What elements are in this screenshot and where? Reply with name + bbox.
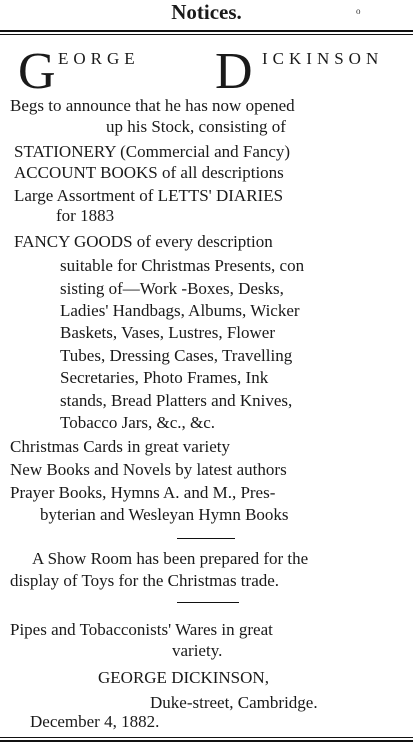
ad-line: variety. [172,641,223,660]
top-rule-thin [0,34,413,35]
top-rule-thick [0,30,413,32]
ad-line: Begs to announce that he has now opened [10,96,295,115]
separator-rule-2 [177,602,239,603]
ad-line: FANCY GOODS of every description [14,232,273,251]
ad-line: Ladies' Handbags, Albums, Wicker [60,301,300,320]
ad-line: stands, Bread Platters and Knives, [60,391,293,410]
section-title: Notices. [171,0,242,24]
ad-line: Baskets, Vases, Lustres, Flower [60,323,275,342]
bottom-rule-thin [0,737,413,738]
ad-line: Prayer Books, Hymns A. and M., Pres- [10,483,276,502]
ad-line: Tubes, Dressing Cases, Travelling [60,346,293,365]
signature-address: Duke-street, Cambridge. [150,693,318,712]
print-mark: o [356,6,361,16]
ad-line: Large Assortment of LETTS' DIARIES [14,186,284,205]
ad-line: A Show Room has been prepared for the [32,549,309,568]
bottom-rule-thick [0,740,413,742]
signature-name: GEORGE DICKINSON, [98,668,269,687]
name-last-rest: ICKINSON [262,49,384,68]
notice-date: December 4, 1882. [30,712,160,731]
name-first-rest: EORGE [58,49,140,68]
ad-line: up his Stock, consisting of [106,117,286,136]
ad-line: Tobacco Jars, &c., &c. [60,413,216,432]
ad-line: ACCOUNT BOOKS of all descriptions [14,163,284,182]
ad-line: STATIONERY (Commercial and Fancy) [14,142,291,161]
ad-line: Christmas Cards in great variety [10,437,231,456]
ad-line: byterian and Wesleyan Hymn Books [40,505,289,524]
name-initial-g: G [18,43,56,100]
name-initial-d: D [215,43,253,100]
ad-line: Pipes and Tobacconists' Wares in great [10,620,273,639]
ad-line: suitable for Christmas Presents, con [60,256,305,275]
ad-line: sisting of—Work -Boxes, Desks, [60,279,284,298]
ad-line: for 1883 [56,206,115,225]
ad-line: display of Toys for the Christmas trade. [10,571,280,590]
ad-line: Secretaries, Photo Frames, Ink [60,368,269,387]
separator-rule-1 [177,538,235,539]
ad-line: New Books and Novels by latest authors [10,460,287,479]
